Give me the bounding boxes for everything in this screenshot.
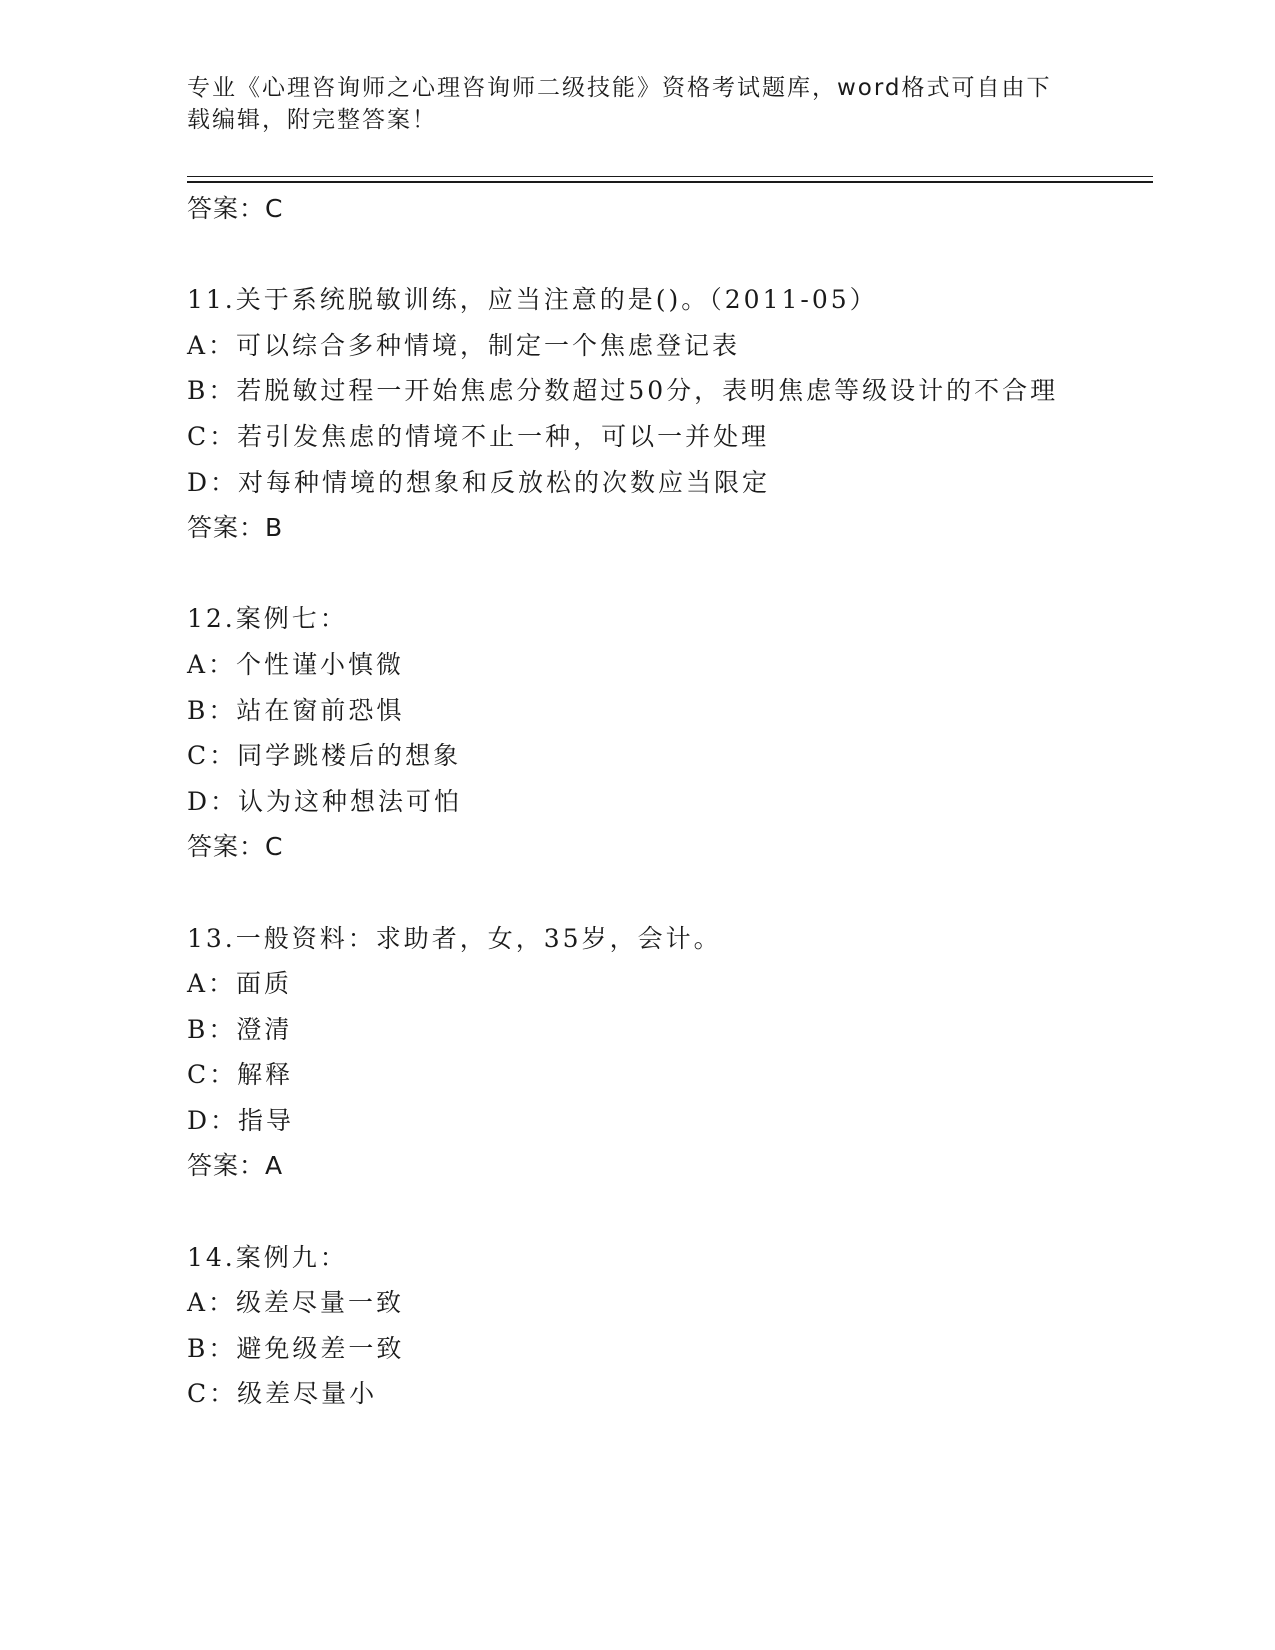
option-a: A：面质 — [187, 969, 293, 999]
question-block — [187, 277, 1087, 551]
option-d: D：认为这种想法可怕 — [187, 786, 463, 816]
option-b: B：若脱敏过程一开始焦虑分数超过50分，表明焦虑等级设计的不合理 — [187, 376, 1059, 406]
option-a: A：可以综合多种情境，制定一个焦虑登记表 — [187, 330, 741, 360]
option-b: B：站在窗前恐惧 — [187, 695, 405, 725]
option-a: A：级差尽量一致 — [187, 1288, 405, 1318]
question-block — [187, 596, 1087, 870]
question-block — [187, 1235, 1087, 1417]
answer-label: 答案：C — [187, 832, 284, 862]
answer-label: 答案：C — [187, 194, 284, 223]
header-rule-thick — [187, 181, 1153, 183]
option-c: C：解释 — [187, 1060, 294, 1090]
option-b: B：避免级差一致 — [187, 1333, 405, 1363]
option-b: B：澄清 — [187, 1014, 293, 1044]
option-c: C：同学跳楼后的想象 — [187, 741, 462, 771]
document-body — [187, 186, 1087, 1417]
question-stem: 12.案例七： — [187, 604, 348, 634]
question-block — [187, 916, 1087, 1190]
question-stem: 14.案例九： — [187, 1242, 348, 1272]
answer-label: 答案：A — [187, 1151, 284, 1181]
option-c: C：若引发焦虑的情境不止一种，可以一并处理 — [187, 421, 770, 451]
question-stem: 13.一般资料：求助者，女，35岁，会计。 — [187, 923, 722, 953]
option-d: D：指导 — [187, 1105, 295, 1135]
header-rule-thin — [187, 176, 1153, 177]
document-header: 专业《心理咨询师之心理咨询师二级技能》资格考试题库，word格式可自由下载编辑，附完整答案！ — [187, 75, 1052, 133]
option-d: D：对每种情境的想象和反放松的次数应当限定 — [187, 467, 771, 497]
answer-label: 答案：B — [187, 513, 284, 543]
question-stem: 11.关于系统脱敏训练，应当注意的是()。（2011-05） — [187, 285, 878, 315]
option-a: A：个性谨小慎微 — [187, 649, 405, 679]
option-c: C：级差尽量小 — [187, 1379, 378, 1409]
